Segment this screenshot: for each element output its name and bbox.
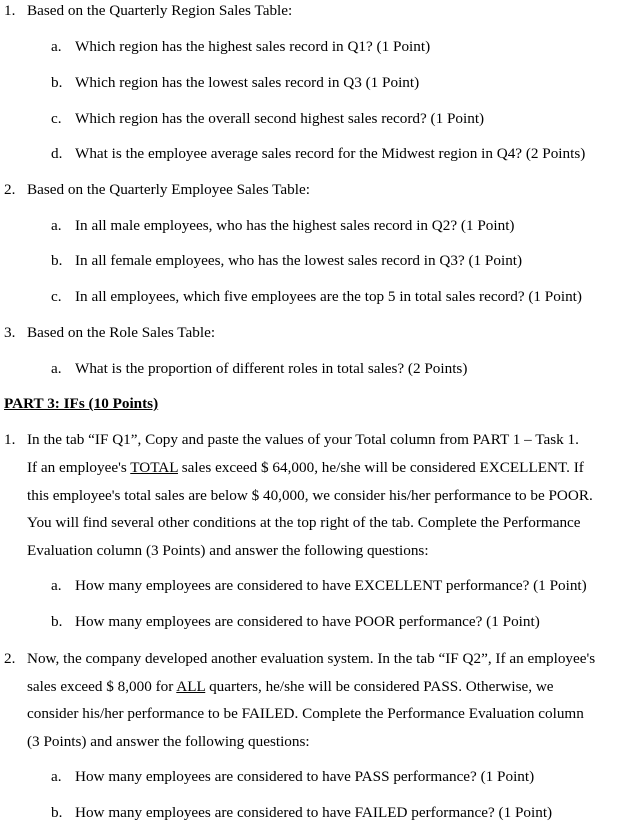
part-3-task-1-number: 1. [4, 431, 16, 448]
question-3a-text: What is the proportion of different roles in total sales? (2 Points) [75, 360, 468, 377]
part-3-task-2-line-1: Now, the company developed another evaluation system. In the tab “IF Q2”, If an employee's [27, 650, 596, 667]
part-3-task-2b-letter: b. [51, 804, 63, 821]
question-1c-letter: c. [51, 110, 62, 127]
question-2-number: 2. [4, 181, 16, 198]
question-1d-text: What is the employee average sales record for the Midwest region in Q4? (2 Points) [75, 145, 586, 162]
question-2a-letter: a. [51, 217, 62, 234]
question-3-text: Based on the Role Sales Table: [27, 324, 216, 341]
question-1a-letter: a. [51, 38, 62, 55]
part-3-task-1-line-1: In the tab “IF Q1”, Copy and paste the values of your Total column from PART 1 – Task 1. [27, 431, 579, 448]
part-3-task-2a-text: How many employees are considered to have PASS performance? (1 Point) [75, 768, 535, 785]
part-3-task-2-line-3: consider his/her performance to be FAILED. Complete the Performance Evaluation column [27, 705, 584, 722]
question-1b-letter: b. [51, 74, 63, 91]
question-2c-text: In all employees, which five employees are the top 5 in total sales record? (1 Point) [75, 288, 582, 305]
part-3-task-1-line-3: this employee's total sales are below $ 40,000, we consider his/her performance to be POOR. [27, 487, 593, 504]
part-3-task-2a-letter: a. [51, 768, 62, 785]
question-3a-letter: a. [51, 360, 62, 377]
question-2a-text: In all male employees, who has the highest sales record in Q2? (1 Point) [75, 217, 515, 234]
part-3-task-1-line-2: If an employee's TOTAL sales exceed $ 64,000, he/she will be considered EXCELLENT. If [27, 459, 584, 476]
part-3-heading: PART 3: IFs (10 Points) [4, 395, 159, 412]
part-3-task-1a-text: How many employees are considered to have EXCELLENT performance? (1 Point) [75, 577, 587, 594]
part-3-task-2-line-2: sales exceed $ 8,000 for ALL quarters, he/she will be considered PASS. Otherwise, we [27, 678, 554, 695]
question-1-number: 1. [4, 2, 16, 19]
emphasis-total: TOTAL [130, 459, 178, 476]
part-3-task-1b-letter: b. [51, 613, 63, 630]
question-2c-letter: c. [51, 288, 62, 305]
question-1c-text: Which region has the overall second highest sales record? (1 Point) [75, 110, 485, 127]
emphasis-all: ALL [176, 678, 206, 695]
part-3-task-1-line-5: Evaluation column (3 Points) and answer the following questions: [27, 542, 429, 559]
part-3-task-1b-text: How many employees are considered to have POOR performance? (1 Point) [75, 613, 540, 630]
part-3-task-1a-letter: a. [51, 577, 62, 594]
question-2b-text: In all female employees, who has the lowest sales record in Q3? (1 Point) [75, 252, 523, 269]
part-3-task-2-number: 2. [4, 650, 16, 667]
question-1d-letter: d. [51, 145, 63, 162]
question-2b-letter: b. [51, 252, 63, 269]
part-3-task-1-line-4: You will find several other conditions at the top right of the tab. Complete the Performance [27, 514, 581, 531]
question-3-number: 3. [4, 324, 16, 341]
question-1a-text: Which region has the highest sales record in Q1? (1 Point) [75, 38, 431, 55]
question-1-text: Based on the Quarterly Region Sales Table: [27, 2, 293, 19]
question-1b-text: Which region has the lowest sales record in Q3 (1 Point) [75, 74, 420, 91]
part-3-task-2b-text: How many employees are considered to have FAILED performance? (1 Point) [75, 804, 553, 821]
part-3-task-2-line-4: (3 Points) and answer the following questions: [27, 733, 310, 750]
question-2-text: Based on the Quarterly Employee Sales Table: [27, 181, 310, 198]
